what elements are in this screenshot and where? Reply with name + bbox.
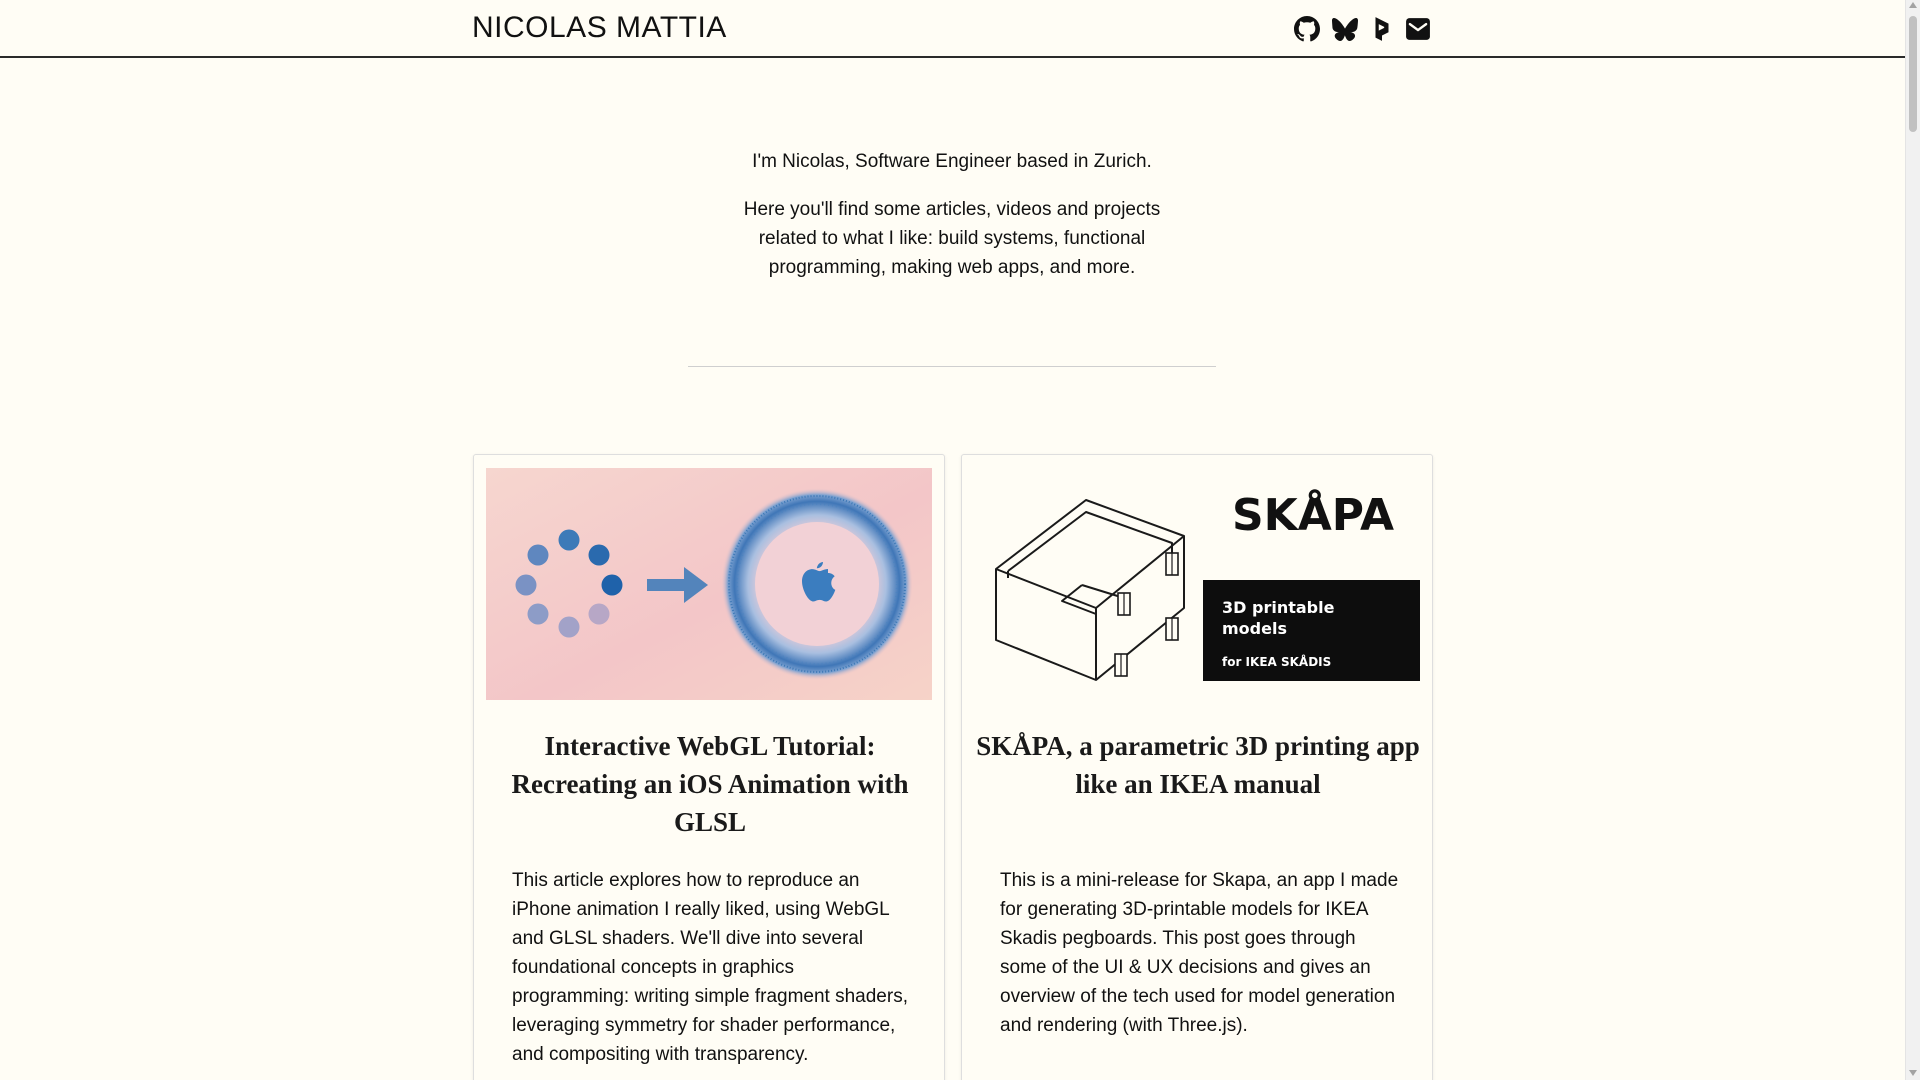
section-divider <box>688 366 1216 367</box>
scroll-down-arrow-icon[interactable] <box>1909 1070 1917 1076</box>
bluesky-link[interactable] <box>1332 16 1358 42</box>
scroll-up-arrow-icon[interactable] <box>1909 2 1917 8</box>
intro-section <box>736 147 1168 301</box>
card-title-webgl[interactable]: Interactive WebGL Tutorial: Recreating an iOS Animation with GLSL <box>511 731 909 837</box>
scrollbar-thumb[interactable] <box>1909 16 1917 132</box>
site-title-link[interactable]: NICOLAS MATTIA <box>472 11 727 44</box>
article-card-webgl[interactable] <box>473 454 945 1080</box>
github-icon <box>1294 16 1320 42</box>
intro-line-2: Here you'll find some articles, videos and projects related to what I like: build systems, functional programming, making web apps, and more. <box>743 199 1161 278</box>
skapa-brand-text: SKÅPA <box>1231 490 1395 541</box>
card-description-skapa: This is a mini-release for Skapa, an app I made for generating 3D-printable models for IKEA Skadis pegboards. This post goes through some of the UI & UX decisions and gives an overview of the tech used for model generation and rendering (with Three.js). <box>1000 870 1399 1036</box>
skapa-thumbnail[interactable] <box>974 468 1420 700</box>
site-header <box>0 0 1905 58</box>
card-title-skapa[interactable]: SKÅPA, a parametric 3D printing app like an IKEA manual <box>976 731 1420 799</box>
pixelfed-link[interactable] <box>1369 16 1395 42</box>
mail-icon <box>1405 16 1431 42</box>
bluesky-icon <box>1332 16 1358 42</box>
pixelfed-icon <box>1369 16 1395 42</box>
mail-link[interactable] <box>1405 16 1431 42</box>
vertical-scrollbar[interactable] <box>1905 0 1920 1080</box>
webgl-animation-thumbnail[interactable] <box>486 468 932 700</box>
article-card-skapa[interactable] <box>961 454 1433 1080</box>
intro-line-1: I'm Nicolas, Software Engineer based in Zurich. <box>752 151 1152 172</box>
github-link[interactable] <box>1294 16 1320 42</box>
card-description-webgl: This article explores how to reproduce an iPhone animation I really liked, using WebGL and GLSL shaders. We'll dive into several foundational concepts in graphics programming: writing simple fragment shaders, leveraging symmetry for shader performance, and compositing with transparency. <box>512 870 908 1065</box>
skapa-subline-text: for IKEA SKÅDIS <box>1222 655 1332 669</box>
skapa-headline-text: 3D printable models <box>1222 598 1335 638</box>
